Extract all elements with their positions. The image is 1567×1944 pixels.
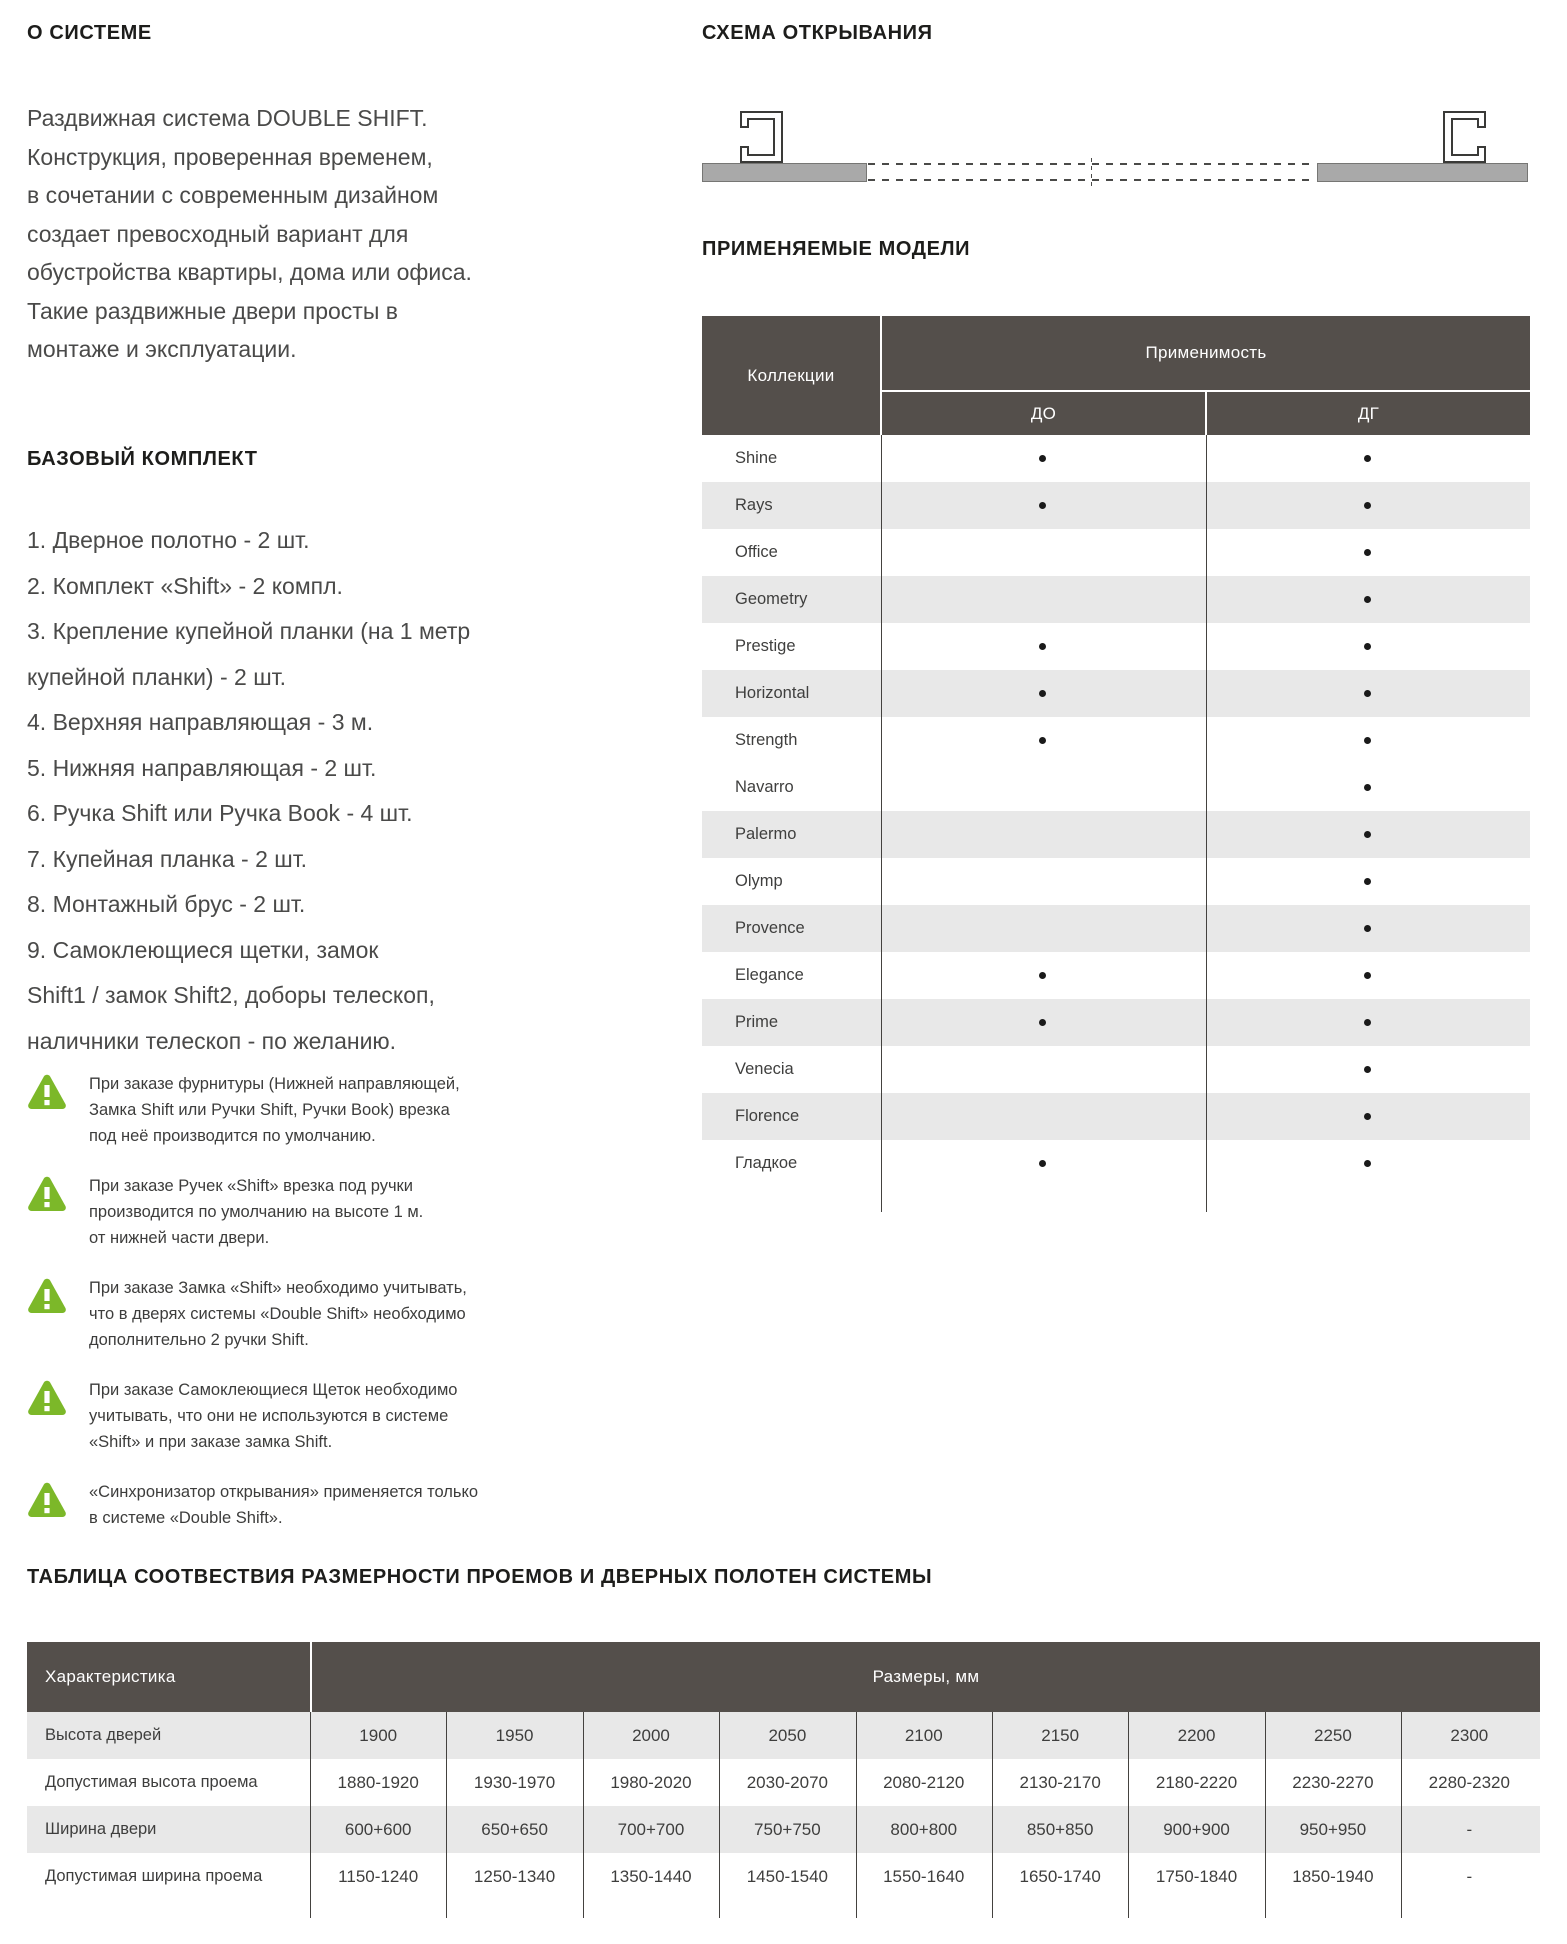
warning-text xyxy=(89,1374,457,1455)
warning-text-line: При заказе Замка «Shift» необходимо учитывать, xyxy=(89,1279,467,1297)
size-value: 2280-2320 xyxy=(1428,1772,1510,1792)
model-cell-dg xyxy=(1205,1019,1530,1026)
models-table-body xyxy=(702,435,1530,1187)
applicability-dot xyxy=(1039,1019,1046,1026)
size-row-label: Высота дверей xyxy=(45,1726,162,1744)
size-value: 950+950 xyxy=(1299,1819,1367,1839)
kit-item xyxy=(27,837,627,883)
kit-item-line: 8. Монтажный брус - 2 шт. xyxy=(27,891,306,917)
models-title: ПРИМЕНЯЕМЫЕ МОДЕЛИ xyxy=(702,238,971,260)
model-cell-dg xyxy=(1205,455,1530,462)
model-name: Rays xyxy=(735,496,773,514)
size-value: 700+700 xyxy=(617,1819,685,1839)
size-value: 1350-1440 xyxy=(610,1866,692,1886)
model-row xyxy=(702,999,1530,1046)
size-row xyxy=(27,1853,1540,1900)
applicability-dot xyxy=(1364,455,1371,462)
about-line: Раздвижная система DOUBLE SHIFT. xyxy=(27,105,428,131)
size-value: 2250 xyxy=(1314,1725,1352,1745)
door-panel-left xyxy=(702,163,867,182)
warning-text-line: При заказе Ручек «Shift» врезка под ручки xyxy=(89,1177,413,1195)
size-value: 750+750 xyxy=(754,1819,821,1839)
warning-text-line: Замка Shift или Ручки Shift, Ручки Book) врезка xyxy=(89,1101,450,1119)
about-line: Конструкция, проверенная временем, xyxy=(27,143,433,170)
warning-text-line: от нижней части двери. xyxy=(89,1229,270,1247)
kit-item xyxy=(27,609,627,700)
size-value: 1750-1840 xyxy=(1155,1866,1238,1886)
kit-item-line: 7. Купейная планка - 2 шт. xyxy=(27,845,308,872)
model-name: Provence xyxy=(735,919,805,937)
kit-item-line: 6. Ручка Shift или Ручка Book - 4 шт. xyxy=(27,800,413,826)
size-value: 1980-2020 xyxy=(610,1772,692,1792)
warning-text-line: что в дверях системы «Double Shift» необходимо xyxy=(89,1305,466,1323)
warning-text-line: При заказе Самоклеющиеся Щеток необходимо xyxy=(89,1381,458,1399)
warning-icon xyxy=(27,1272,89,1353)
model-cell-do xyxy=(880,643,1205,650)
size-section-header xyxy=(27,1566,932,1589)
size-value: 600+600 xyxy=(344,1819,412,1839)
applicability-dot xyxy=(1364,502,1371,509)
applicability-dot xyxy=(1364,878,1371,885)
warnings-section xyxy=(27,1068,587,1552)
size-value: 1550-1640 xyxy=(883,1866,965,1886)
size-table-divider xyxy=(310,1712,311,1918)
model-name: Гладкое xyxy=(735,1154,798,1172)
warning-item xyxy=(27,1374,587,1455)
about-title: О СИСТЕМЕ xyxy=(27,22,152,44)
size-value: 650+650 xyxy=(481,1819,548,1839)
kit-list xyxy=(27,518,627,1064)
size-value: 2030-2070 xyxy=(746,1772,829,1792)
models-table-header xyxy=(702,316,1530,435)
scheme-title: СХЕМА ОТКРЫВАНИЯ xyxy=(702,22,933,44)
models-header-applicability: Применимость xyxy=(882,316,1530,390)
about-line: создает превосходный вариант для xyxy=(27,220,409,247)
model-cell-do xyxy=(880,690,1205,697)
models-section-header xyxy=(702,238,970,261)
size-value: 2130-2170 xyxy=(1019,1772,1101,1792)
warning-icon xyxy=(27,1170,89,1251)
size-table-body xyxy=(27,1712,1540,1900)
size-value: 2150 xyxy=(1041,1725,1080,1745)
size-value: 1850-1940 xyxy=(1292,1866,1374,1886)
model-cell-dg xyxy=(1205,972,1530,979)
size-row xyxy=(27,1712,1540,1759)
kit-item xyxy=(27,746,627,792)
model-cell-dg xyxy=(1205,784,1530,791)
model-name: Olymp xyxy=(735,872,783,890)
warning-icon xyxy=(27,1068,89,1149)
model-cell-dg xyxy=(1205,1113,1530,1120)
applicability-dot xyxy=(1364,690,1371,697)
applicability-dot xyxy=(1039,502,1046,509)
kit-item xyxy=(27,564,627,610)
size-table-header xyxy=(27,1642,1540,1712)
model-row xyxy=(702,1140,1530,1187)
size-table-divider xyxy=(1265,1712,1266,1918)
frame-profile-right-icon xyxy=(1442,111,1486,163)
kit-item xyxy=(27,882,627,928)
model-cell-do xyxy=(880,1160,1205,1167)
kit-item-line: 1. Дверное полотно - 2 шт. xyxy=(27,527,310,553)
model-cell-dg xyxy=(1205,502,1530,509)
dashed-guide-bottom xyxy=(868,179,1316,181)
center-tick xyxy=(1091,158,1092,186)
model-name: Venecia xyxy=(735,1060,794,1078)
model-cell-dg xyxy=(1205,643,1530,650)
size-table-divider xyxy=(446,1712,447,1918)
size-row xyxy=(27,1806,1540,1853)
applicability-dot xyxy=(1364,643,1371,650)
opening-scheme-diagram xyxy=(702,100,1528,190)
size-value: 2180-2220 xyxy=(1155,1772,1238,1792)
model-cell-dg xyxy=(1205,690,1530,697)
kit-item xyxy=(27,518,627,564)
warning-item xyxy=(27,1476,587,1531)
applicability-dot xyxy=(1364,925,1371,932)
model-row xyxy=(702,482,1530,529)
kit-item-line: купейной планки) - 2 шт. xyxy=(27,663,287,690)
frame-profile-left-icon xyxy=(740,111,784,163)
applicability-dot xyxy=(1364,1066,1371,1073)
size-value: 1150-1240 xyxy=(338,1866,419,1886)
scheme-section-header xyxy=(702,22,933,45)
model-name: Horizontal xyxy=(735,684,810,702)
warning-text-line: в системе «Double Shift». xyxy=(89,1509,283,1527)
kit-item-line: 5. Нижняя направляющая - 2 шт. xyxy=(27,754,377,781)
size-header-sizes: Размеры, мм xyxy=(312,1642,1540,1712)
model-cell-dg xyxy=(1205,549,1530,556)
applicability-dot xyxy=(1364,1019,1371,1026)
size-value: 1650-1740 xyxy=(1019,1866,1101,1886)
size-value: 2200 xyxy=(1177,1725,1216,1745)
size-header-characteristic: Характеристика xyxy=(27,1642,310,1712)
size-table xyxy=(27,1642,1540,1900)
model-name: Prime xyxy=(735,1013,779,1031)
model-row xyxy=(702,858,1530,905)
warning-text-line: под неё производится по умолчанию. xyxy=(89,1127,376,1145)
size-value: 1450-1540 xyxy=(746,1866,829,1886)
kit-item-line: наличники телескоп - по желанию. xyxy=(27,1027,397,1054)
model-row xyxy=(702,576,1530,623)
model-row xyxy=(702,670,1530,717)
size-value: 900+900 xyxy=(1163,1819,1230,1839)
size-table-divider xyxy=(719,1712,720,1918)
kit-section xyxy=(27,448,627,1064)
size-value: 1880-1920 xyxy=(337,1772,419,1792)
applicability-dot xyxy=(1364,1160,1371,1167)
about-line: монтаже и эксплуатации. xyxy=(27,336,297,362)
models-header-dg: ДГ xyxy=(1207,392,1530,435)
model-cell-do xyxy=(880,1019,1205,1026)
size-value: 850+850 xyxy=(1026,1819,1094,1839)
about-line: обустройства квартиры, дома или офиса. xyxy=(27,259,472,285)
applicability-dot xyxy=(1039,1160,1046,1167)
size-value: 2080-2120 xyxy=(883,1772,965,1792)
warning-text xyxy=(89,1272,467,1353)
size-table-divider xyxy=(1401,1712,1402,1918)
kit-item-line: Shift1 / замок Shift2, доборы телескоп, xyxy=(27,982,435,1008)
size-table-divider xyxy=(992,1712,993,1918)
model-name: Prestige xyxy=(735,637,796,655)
size-value: 1250-1340 xyxy=(473,1866,556,1886)
size-table-divider xyxy=(856,1712,857,1918)
model-cell-dg xyxy=(1205,925,1530,932)
model-name: Elegance xyxy=(735,966,804,984)
size-value: - xyxy=(1466,1819,1473,1839)
applicability-dot xyxy=(1364,972,1371,979)
model-name: Florence xyxy=(735,1107,800,1125)
model-cell-do xyxy=(880,502,1205,509)
size-value: 2000 xyxy=(632,1725,670,1745)
size-row-label: Допустимая высота проема xyxy=(45,1773,258,1791)
model-name: Palermo xyxy=(735,825,797,843)
warning-text-line: При заказе фурнитуры (Нижней направляющей, xyxy=(89,1075,460,1093)
size-value: 1900 xyxy=(359,1725,398,1745)
model-cell-do xyxy=(880,972,1205,979)
model-row xyxy=(702,905,1530,952)
size-table-divider xyxy=(583,1712,584,1918)
warning-text-line: производится по умолчанию на высоте 1 м. xyxy=(89,1203,424,1221)
about-paragraph xyxy=(27,99,627,369)
warning-item xyxy=(27,1068,587,1149)
model-cell-dg xyxy=(1205,878,1530,885)
model-cell-dg xyxy=(1205,831,1530,838)
dashed-guide-top xyxy=(868,163,1316,165)
models-table-divider xyxy=(881,435,882,1212)
size-value: 1930-1970 xyxy=(473,1772,556,1792)
model-cell-dg xyxy=(1205,1066,1530,1073)
model-name: Geometry xyxy=(735,590,808,608)
model-name: Strength xyxy=(735,731,798,749)
applicability-dot xyxy=(1039,643,1046,650)
models-table-divider xyxy=(1206,435,1207,1212)
size-row-label: Допустимая ширина проема xyxy=(45,1867,263,1885)
warning-item xyxy=(27,1170,587,1251)
warning-item xyxy=(27,1272,587,1353)
warning-text xyxy=(89,1068,460,1149)
size-row xyxy=(27,1759,1540,1806)
model-cell-dg xyxy=(1205,596,1530,603)
kit-item xyxy=(27,791,627,837)
about-line: в сочетании с современным дизайном xyxy=(27,182,439,208)
model-row xyxy=(702,623,1530,670)
model-cell-do xyxy=(880,455,1205,462)
model-name: Shine xyxy=(735,449,778,467)
warning-text-line: «Shift» и при заказе замка Shift. xyxy=(89,1433,333,1451)
model-row xyxy=(702,529,1530,576)
kit-item xyxy=(27,700,627,746)
model-row xyxy=(702,435,1530,482)
size-value: - xyxy=(1466,1866,1473,1886)
model-row xyxy=(702,952,1530,999)
model-row xyxy=(702,1093,1530,1140)
warning-text xyxy=(89,1170,423,1251)
applicability-dot xyxy=(1364,549,1371,556)
warning-icon xyxy=(27,1476,89,1531)
about-section xyxy=(27,22,627,369)
kit-item-line: 2. Комплект «Shift» - 2 компл. xyxy=(27,572,343,599)
door-panel-right xyxy=(1317,163,1528,182)
model-cell-do xyxy=(880,737,1205,744)
warning-icon xyxy=(27,1374,89,1455)
size-value: 2100 xyxy=(904,1725,943,1745)
size-table-divider xyxy=(1128,1712,1129,1918)
warning-text-line: дополнительно 2 ручки Shift. xyxy=(89,1331,309,1349)
models-header-do: ДО xyxy=(882,392,1205,435)
models-header-collections: Коллекции xyxy=(702,316,880,435)
model-row xyxy=(702,1046,1530,1093)
warning-text xyxy=(89,1476,478,1531)
model-row xyxy=(702,717,1530,764)
applicability-dot xyxy=(1039,737,1046,744)
warning-text-line: учитывать, что они не используются в системе xyxy=(89,1407,449,1425)
size-value: 800+800 xyxy=(890,1819,958,1839)
applicability-dot xyxy=(1364,1113,1371,1120)
size-table-title: ТАБЛИЦА СООТВЕСТВИЯ РАЗМЕРНОСТИ ПРОЕМОВ И ДВЕРНЫХ ПОЛОТЕН СИСТЕМЫ xyxy=(27,1566,933,1588)
models-table xyxy=(702,316,1530,1187)
applicability-dot xyxy=(1364,831,1371,838)
applicability-dot xyxy=(1039,455,1046,462)
model-name: Navarro xyxy=(735,778,794,796)
kit-item-line: 9. Самоклеющиеся щетки, замок xyxy=(27,936,379,963)
size-value: 2300 xyxy=(1450,1725,1489,1745)
model-cell-dg xyxy=(1205,737,1530,744)
applicability-dot xyxy=(1364,737,1371,744)
size-value: 2230-2270 xyxy=(1292,1772,1374,1792)
size-row-label: Ширина двери xyxy=(45,1820,157,1838)
kit-item-line: 4. Верхняя направляющая - 3 м. xyxy=(27,709,374,735)
model-name: Office xyxy=(735,543,778,561)
size-value: 2050 xyxy=(768,1725,807,1745)
kit-item-line: 3. Крепление купейной планки (на 1 метр xyxy=(27,618,471,644)
model-row xyxy=(702,811,1530,858)
about-line: Такие раздвижные двери просты в xyxy=(27,297,398,324)
applicability-dot xyxy=(1039,972,1046,979)
applicability-dot xyxy=(1039,690,1046,697)
kit-item xyxy=(27,928,627,1065)
model-row xyxy=(702,764,1530,811)
warning-text-line: «Синхронизатор открывания» применяется только xyxy=(89,1483,479,1501)
kit-title: БАЗОВЫЙ КОМПЛЕКТ xyxy=(27,448,258,470)
applicability-dot xyxy=(1364,596,1371,603)
size-value: 1950 xyxy=(495,1725,534,1745)
applicability-dot xyxy=(1364,784,1371,791)
model-cell-dg xyxy=(1205,1160,1530,1167)
